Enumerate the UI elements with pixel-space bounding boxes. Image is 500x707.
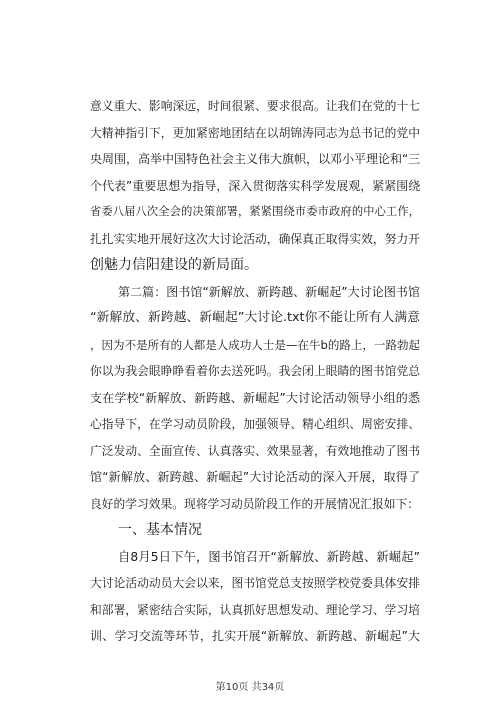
text-line: 支在学校“新解放、新跨越、新崛起”大讨论活动领导小组的悉 bbox=[90, 390, 420, 405]
text-line: 大精神指引下，更加紧密地团结在以胡锦涛同志为总书记的党中 bbox=[90, 125, 420, 140]
text-line: 央周围，高举中国特色社会主义伟大旗帜，以邓小平理论和“三 bbox=[90, 152, 421, 166]
text-line: 意义重大、影响深远，时间很紧、要求很高。让我们在党的十七 bbox=[90, 99, 420, 113]
page-footer: 第10页 共34页 bbox=[215, 682, 285, 693]
text-line: 和部署，紧密结合实际，认真抓好思想发动、理论学习、学习培 bbox=[90, 602, 420, 617]
text-line: 广泛发动、全面宣传、认真落实、效果显著，有效地推动了图书 bbox=[90, 443, 420, 458]
text-line: 创魅力信阳建设的新局面。 bbox=[90, 257, 258, 273]
text-line: “新解放、新跨越、新崛起”大讨论.txt你不能让所有人满意 bbox=[90, 310, 420, 325]
subsection-heading: 一、基本情况 bbox=[118, 522, 202, 538]
text-line: 省委八届八次全会的决策部署，紧紧围绕市委市政府的中心工作， bbox=[90, 205, 420, 218]
text-line: 良好的学习效果。现将学习动员阶段工作的开展情况汇报如下： bbox=[90, 496, 419, 511]
body-text bbox=[90, 93, 420, 650]
text-line: 馆“新解放、新跨越、新崛起”大讨论活动的深入开展，取得了 bbox=[90, 470, 420, 484]
text-line: 扎扎实实地开展好这次大讨论活动，确保真正取得实效，努力开 bbox=[90, 231, 420, 246]
section-heading-line: 第二篇：图书馆“新解放、新跨越、新崛起”大讨论图书馆 bbox=[118, 284, 420, 299]
text-line: 自8月5日下午，图书馆召开“新解放、新跨越、新崛起” bbox=[118, 549, 420, 564]
text-line: 个代表”重要思想为指导，深入贯彻落实科学发展观，紧紧围绕 bbox=[90, 178, 421, 193]
text-line: 大讨论活动动员大会以来，图书馆党总支按照学校党委具体安排 bbox=[90, 576, 420, 590]
text-line: 你以为我会眼睁睁看着你去送死吗。我会闭上眼睛的图书馆党总 bbox=[90, 364, 420, 378]
text-line: 训、学习交流等环节，扎实开展“新解放、新跨越、新崛起”大 bbox=[90, 629, 420, 643]
text-line: ，因为不是所有的人都是人成功人士是—在牛b的路上，一路勃起 bbox=[90, 337, 420, 352]
text-line: 心指导下，在学习动员阶段，加强领导、精心组织、周密安排、 bbox=[90, 417, 420, 431]
